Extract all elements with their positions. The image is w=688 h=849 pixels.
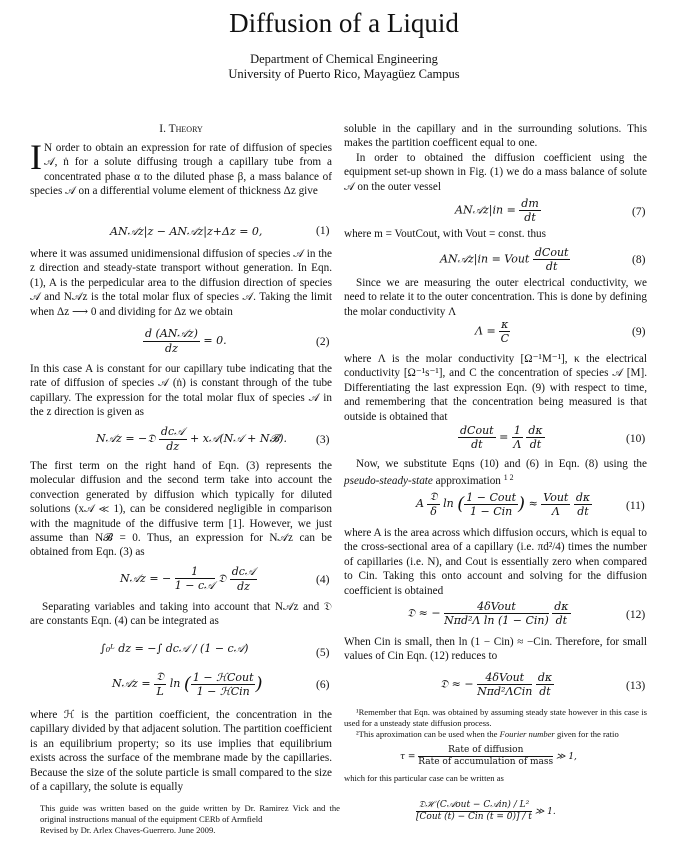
eq9-lhs: Λ =: [475, 324, 496, 338]
equation-number: (6): [316, 679, 330, 691]
paragraph: where Λ is the molar conductivity [Ω⁻¹M⁻¹], κ the electrical conductivity [Ω⁻¹s⁻¹], and C the concentration of species 𝒜 [M]. Differentiating the last expression Eqn. (9) with respect to time, and remembering that the concentration being measured is that outside is obtained that: [344, 353, 647, 423]
eq7-numerator: dm: [521, 197, 539, 210]
equation-13: [440, 671, 554, 698]
eq3-denominator: dz: [166, 440, 180, 453]
page-title: Diffusion of a Liquid: [229, 8, 459, 38]
eq6-denominator-2: 1 − ℋCin: [196, 684, 250, 698]
section-title: I. Theory: [159, 123, 203, 135]
fn-eq2-rhs: ≫ 1.: [534, 807, 556, 817]
equation-1: AN𝒜z|z − AN𝒜z|z+Δz = 0,: [110, 225, 263, 238]
eq11-numerator-3: Vout: [543, 490, 569, 504]
paragraph: soluble in the capillary and in the surrounding solutions. This makes the partition coefficent equal to one.: [344, 123, 647, 150]
eq10-numerator-2: 1: [513, 424, 521, 437]
eq10-mid: =: [499, 430, 509, 444]
eq4-lhs: N𝒜z = −: [120, 572, 172, 585]
footnote-2: [344, 729, 647, 740]
footnote-marker: 1 2: [503, 473, 514, 483]
eq10-denominator-3: dt: [529, 438, 542, 451]
footnote-equation-2: [416, 800, 556, 823]
paragraph: Separating variables and taking into account that N𝒜z and 𝔇 are constants Eqn. (4) can be integrated as: [30, 601, 332, 628]
equation-4: [120, 565, 257, 593]
equation-number: (1): [316, 225, 330, 237]
eq2-denominator: dz: [165, 342, 178, 355]
text-span-italic: Fourier number: [499, 729, 555, 739]
eq8-denominator: dt: [545, 260, 558, 273]
footer-line-1: This guide was written based on the guide written by Dr. Ramirez Vick and the original instructions manual of the equipment CERb of Armfield: [40, 803, 340, 824]
eq11-ln: ln: [443, 497, 454, 510]
equation-12: [407, 600, 571, 627]
equation-5: ∫₀ᴸ dz = −∫ dc𝒜 / (1 − c𝒜): [100, 642, 249, 655]
eq12-numerator: 4δVout: [444, 600, 549, 614]
eq11-numerator-2: 1 − Cout: [466, 490, 517, 504]
text-span-italic: pseudo-steady-state: [344, 475, 433, 488]
paragraph: where A is the area across which diffusion occurs, which is equal to the cross-sectional area of a capillary (i.e. πd²/4) times the number of capillaries (i.e. N), and Cout is essentially zero when compared to Cin. Taking this onto account and solving for the diffusion coefficient is obtained: [344, 527, 647, 597]
eq11-denominator-4: dt: [577, 504, 589, 518]
eq12-numerator-2: dκ: [554, 600, 569, 613]
paragraph: In this case A is constant for our capillary tube indicating that the rate of diffusion of species 𝒜 (ṅ) is constant through of the tube capillary. The expression for the total molar flux of species 𝒜 in the z direction is given as: [30, 363, 332, 419]
eq13-numerator-2: dκ: [537, 671, 553, 684]
eq4-denominator: 1 − c𝒜: [174, 579, 215, 592]
eq13-lhs: 𝔇 ≈ −: [440, 677, 474, 691]
paragraph: The first term on the right hand of Eqn. (3) represents the molecular diffusion and the second term take into account the convection generated by diffusion which typically for diluted solutions (x𝒜 ≪ 1), can be considered negligible in comparison with the magnitude of the diffusive term [1]. However, we just assume than N𝓑 = 0. Thus, an expression for N𝒜z can be obtained from Eqn. (3) as: [30, 460, 332, 559]
eq4-denominator-2: dz: [237, 580, 250, 593]
paragraph: where m = VoutCout, with Vout = const. thus: [344, 228, 546, 240]
eq8-lhs: AN𝒜z|in = Vout: [440, 252, 530, 266]
equation-8: [440, 246, 570, 273]
eq13-denominator-2: dt: [539, 685, 551, 698]
eq6-numerator-2: 1 − ℋCout: [192, 670, 254, 684]
eq3-lhs: N𝒜z = −𝔇: [96, 432, 156, 445]
equation-number: (10): [626, 433, 646, 445]
eq2-rhs: = 0.: [203, 334, 227, 347]
equation-2: [143, 327, 227, 355]
equation-number: (8): [632, 254, 646, 266]
eq10-numerator: dCout: [460, 424, 494, 437]
paragraph: where ℋ is the partition coefficient, the concentration in the capillary divided by that adjacent solution. The partition coefficient is an equilibrium property; so its use implies that equilibrium exists across the surface of the membrane made by the capillaries. Because the size of the solute particle is small compared to the size of a capillary, the solute is equally: [30, 709, 332, 794]
eq11-denominator-3: Λ: [551, 504, 560, 518]
footnote-3: which for this particular case can be written as: [344, 773, 504, 783]
eq8-numerator: dCout: [534, 246, 569, 259]
eq11-denominator: δ: [430, 505, 437, 518]
paragraph: where it was assumed unidimensional diffusion of species 𝒜 in the z direction and steady-state transport without generation. In Eqn. (1), A is the perpedicular area to the diffusion direction of species 𝒜 and N𝒜z is the total molar flux of species 𝒜. Taking the limit when Δz ⟶ 0 and dividing for Δz we obtain: [30, 248, 332, 318]
eq10-denominator-2: Λ: [513, 438, 522, 451]
eq2-numerator: d (AN𝒜z): [145, 327, 198, 340]
paragraph: [344, 457, 647, 489]
eq11-denominator-2: 1 − Cin: [470, 504, 513, 518]
equation-3: [96, 425, 287, 453]
equation-11: A $\frac{\text{𝔇}}{\delta}$ ln ( $\frac{\text{1 − Cout}}{\text{1 − Cin}}$ ) ≈ $\frac{\text{Vout}}{\Lambda}$ $\frac{d\kappa}{dt}$: [416, 490, 591, 518]
equation-number: (12): [626, 609, 646, 621]
eq12-denominator: Nπd²Λ ln (1 − Cin): [444, 614, 549, 627]
text-span: given for the ratio: [556, 729, 619, 739]
equation-10: [458, 424, 545, 451]
text-span: ²This aproximation can be used when the: [356, 729, 498, 739]
equation-number: (4): [316, 574, 330, 586]
fn-eq1-rhs: ≫ 1,: [556, 752, 577, 762]
eq3-numerator: dc𝒜: [160, 425, 185, 438]
eq11-numerator: 𝔇: [429, 490, 438, 503]
eq11-lhs: A: [416, 497, 424, 510]
footer-note: [40, 803, 340, 836]
eq11-approx: ≈: [528, 497, 538, 510]
footnotes: [344, 707, 647, 740]
equation-6: N𝒜z = $\frac{\text{𝔇}}{L}$ ln ( $\frac{\text{1 − ℋCout}}{\text{1 − ℋCin}}$ ): [112, 670, 263, 698]
eq13-numerator: 4δVout: [477, 671, 532, 685]
fn-eq1-denominator: Rate of accumulation of mass: [418, 757, 554, 767]
eq12-denominator-2: dt: [555, 614, 568, 627]
fn-eq2-denominator: [Cout (t) − Cin (t = 0)] / t: [416, 812, 532, 822]
equation-number: (3): [316, 434, 330, 446]
eq6-numerator: 𝔇: [156, 670, 165, 683]
text-span: Now, we substitute Eqns (10) and (6) in Eqn. (8) using the: [356, 458, 647, 470]
footnote-1: ¹Remember that Eqn. was obtained by assuming steady state however in this case is used for a unsteady state diffusion process.: [344, 707, 647, 728]
equation-number: (11): [626, 500, 645, 512]
eq4-numerator: 1: [175, 565, 215, 579]
eq12-lhs: 𝔇 ≈ −: [407, 606, 441, 620]
department: Department of Chemical Engineering: [250, 52, 438, 66]
eq6-denominator: L: [156, 685, 164, 698]
footer-line-2: Revised by Dr. Arlex Chaves-Guerrero. June 2009.: [40, 825, 216, 835]
equation-number: (2): [316, 336, 330, 348]
eq13-denominator: Nπd²ΛCin: [477, 685, 533, 698]
university: University of Puerto Rico, Mayagüez Campus: [228, 67, 460, 81]
equation-7: [455, 197, 541, 224]
footnote-equation-1: [400, 745, 577, 768]
equation-number: (5): [316, 647, 330, 659]
left-column: [30, 122, 332, 136]
eq4-numerator-2: dc𝒜: [231, 565, 256, 578]
paragraph: When Cin is small, then ln (1 − Cin) ≈ −Cin. Therefore, for small values of Cin Eqn. (12) reduces to: [344, 636, 647, 663]
paragraph: Since we are measuring the outer electrical conductivity, we need to relate it to the outer concentration. This is done by defining the molar conductivity Λ: [344, 277, 647, 318]
eq11-numerator-4: dκ: [575, 490, 591, 504]
eq9-numerator: κ: [501, 318, 509, 331]
eq7-denominator: dt: [524, 211, 536, 224]
eq9-denominator: C: [500, 332, 509, 345]
equation-number: (7): [632, 206, 646, 218]
drop-cap: I: [30, 137, 42, 177]
fn-eq1-numerator: Rate of diffusion: [418, 745, 553, 757]
text-span: approximation: [435, 475, 501, 488]
eq4-mid: 𝔇: [218, 572, 227, 585]
equation-9: [475, 318, 510, 345]
eq7-lhs: AN𝒜z|in =: [455, 203, 516, 217]
eq6-lhs: N𝒜z =: [112, 677, 151, 690]
equation-number: (13): [626, 680, 646, 692]
eq6-ln: ln: [169, 677, 181, 690]
paragraph: N order to obtain an expression for rate of diffusion of species 𝒜, ṅ for a solute diffusing trough a capillary tube from a concentrated phase α to the diluted phase β, a mass balance of species 𝒜 on a differential volume element of thickness Δz give: [30, 142, 332, 198]
paragraph: In order to obtained the diffusion coefficient using the equipment set-up shown in Fig. (1) we do a mass balance of solute 𝒜 on the outer vessel: [344, 151, 647, 193]
eq10-denominator: dt: [471, 438, 483, 451]
eq10-numerator-3: dκ: [528, 424, 543, 437]
left-para-1: [30, 137, 332, 199]
equation-number: (9): [632, 326, 646, 338]
eq3-rhs: + x𝒜(N𝒜 + N𝓑).: [190, 432, 288, 445]
fn-eq2-numerator: 𝔇ℋ (C𝒜out − C𝒜in) / L²: [416, 800, 532, 812]
fn-eq1-lhs: τ =: [400, 752, 416, 762]
